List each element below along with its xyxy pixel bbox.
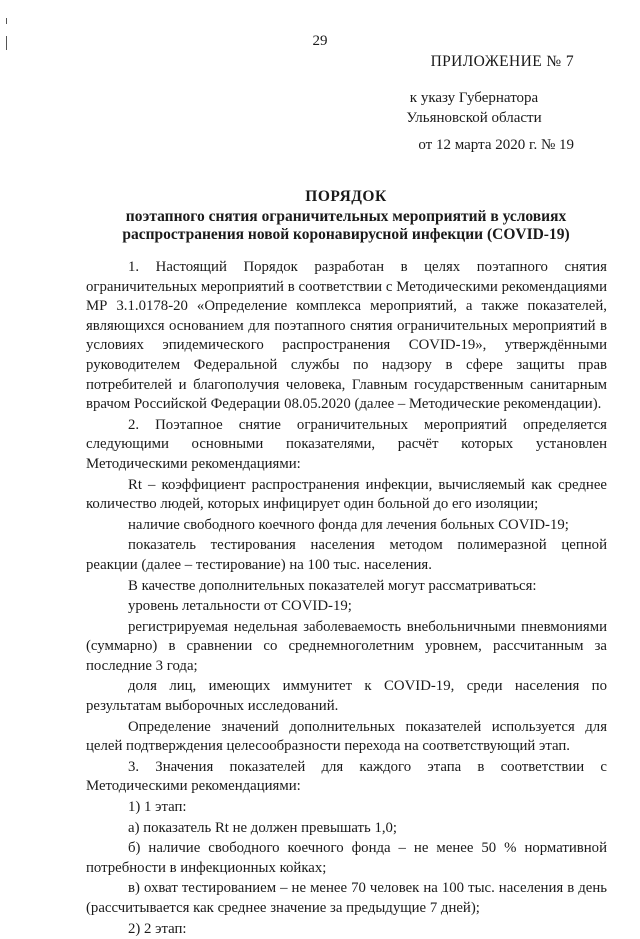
paragraph: Rt – коэффициент распространения инфекции, вычисляемый как среднее количество людей, которых инфицирует один больной до его изоляции;: [86, 476, 607, 513]
paragraph: доля лиц, имеющих иммунитет к COVID-19, среди населения по результатам выборочных исследований.: [86, 678, 607, 715]
decree-line: к указу Губернатора: [409, 90, 539, 106]
appendix-heading: ПРИЛОЖЕНИЕ № 7: [430, 53, 574, 70]
decree-line: Ульяновской области: [406, 110, 542, 126]
paragraph: 2) 2 этап:: [128, 920, 187, 937]
decree-date: от 12 марта 2020 г. № 19: [418, 137, 574, 153]
paragraph: 1) 1 этап:: [128, 799, 187, 816]
document-title: ПОРЯДОК: [305, 188, 387, 205]
paragraph: 2. Поэтапное снятие ограничительных мероприятий определяется следующими основными показателями, расчёт которых установлен Методическими рекомендациями:: [86, 416, 607, 472]
paragraph: 1. Настоящий Порядок разработан в целях поэтапного снятия ограничительных мероприятий в соответствии с Методическими рекомендациями МР 3.1.0178-20 «Определение комплекса мероприятий, а также показателей, являющихся основанием для поэтапного снятия ограничительных мероприятий в условиях эпидемического распространения COVID-19», утверждёнными руководителем Федеральной службы по надзору в сфере защиты прав потребителей и благополучия человека, Главным государственным санитарным врачом Российской Федерации 08.05.2020 (далее – Методические рекомендации).: [86, 259, 607, 413]
paragraph: а) показатель Rt не должен превышать 1,0;: [128, 819, 398, 836]
document-subtitle: поэтапного снятия ограничительных мероприятий в условиях: [125, 208, 567, 225]
paragraph: б) наличие свободного коечного фонда – не менее 50 % нормативной потребности в инфекционных койках;: [86, 840, 607, 876]
document-subtitle: распространения новой коронавирусной инфекции (COVID-19): [122, 226, 570, 243]
paragraph: показатель тестирования населения методом полимеразной цепной реакции (далее – тестирование) на 100 тыс. населения.: [86, 537, 607, 573]
paragraph: в) охват тестированием – не менее 70 человек на 100 тыс. населения в день (рассчитывается как среднее значение за предыдущие 7 дней);: [86, 880, 607, 916]
paragraph: регистрируемая недельная заболеваемость внебольничными пневмониями (суммарно) в сравнении со среднемноголетним уровнем, рассчитанным за последние 3 года;: [86, 618, 607, 674]
paragraph: 3. Значения показателей для каждого этапа в соответствии с Методическими рекомендациями:: [86, 758, 607, 795]
paragraph: наличие свободного коечного фонда для лечения больных COVID-19;: [128, 516, 569, 533]
paragraph: Определение значений дополнительных показателей используется для целей подтверждения целесообразности перехода на соответствующий этап.: [86, 718, 607, 755]
document-body: [86, 258, 607, 939]
decree-reference: [374, 88, 574, 128]
paragraph: В качестве дополнительных показателей могут рассматриваться:: [128, 577, 537, 594]
page-number: 29: [312, 33, 328, 49]
scan-edge-mark: [6, 18, 7, 24]
paragraph: уровень летальности от COVID-19;: [128, 598, 352, 615]
